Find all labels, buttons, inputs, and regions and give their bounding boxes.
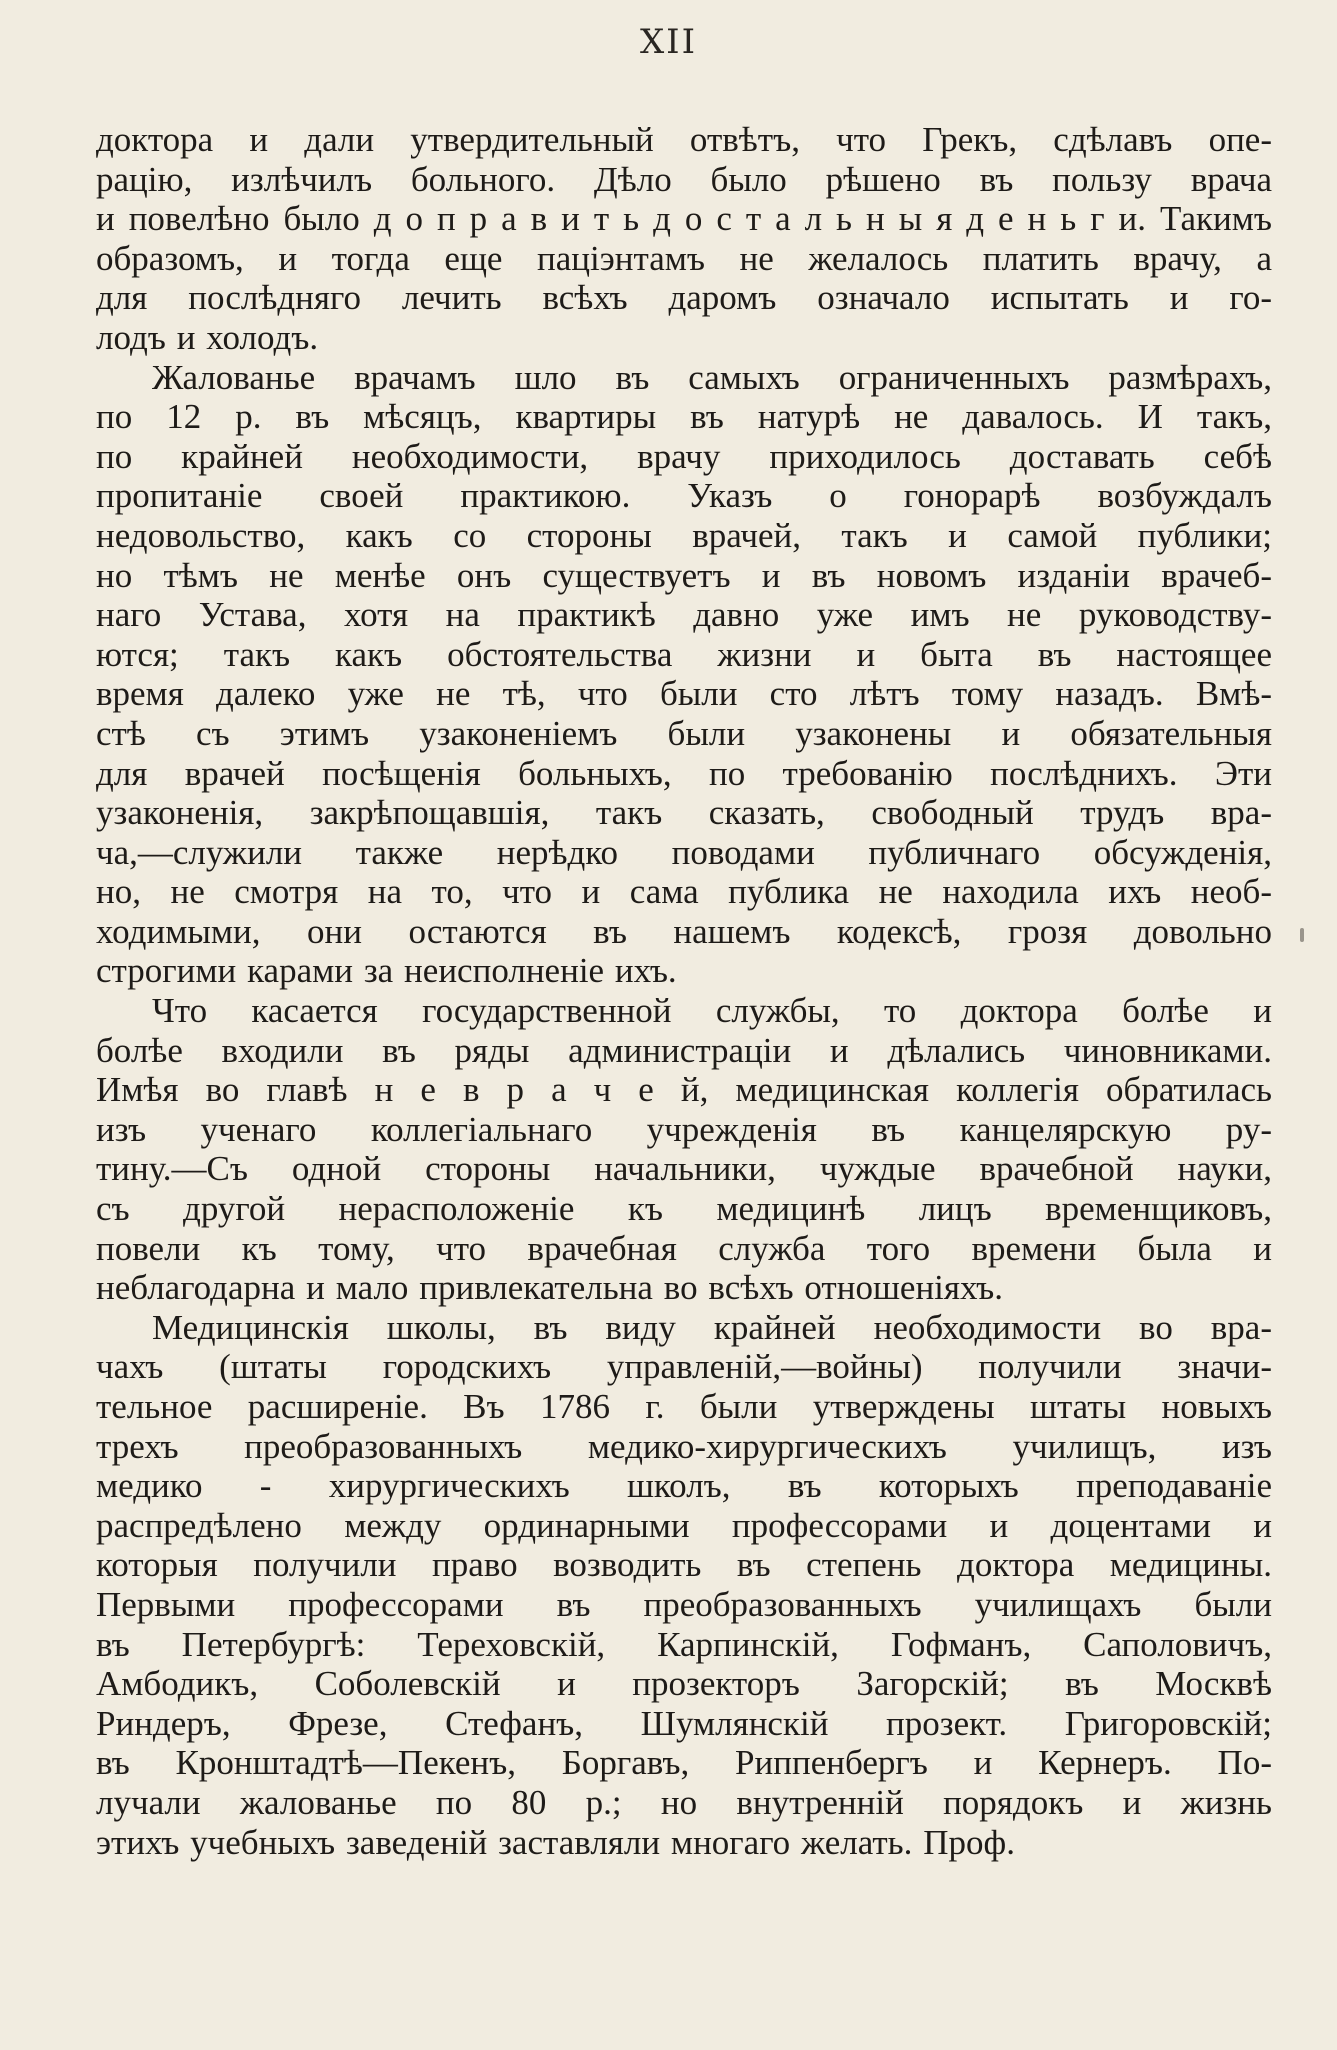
text-line: Имѣя во главѣ н е в р а ч е й, медицинская коллегія обратилась <box>96 1070 1272 1110</box>
text-line: недовольство, какъ со стороны врачей, такъ и самой публики; <box>96 515 1272 555</box>
text-line: Медицинскія школы, въ виду крайней необходимости во вра- <box>152 1307 1272 1347</box>
text-line: время далеко уже не тѣ, что были сто лѣтъ тому назадъ. Вмѣ- <box>96 674 1272 714</box>
margin-speck <box>1300 928 1304 942</box>
text-line: Амбодикъ, Соболевскій и прозекторъ Загорскій; въ Москвѣ <box>96 1664 1272 1704</box>
text-line: Жалованье врачамъ шло въ самыхъ ограниченныхъ размѣрахъ, <box>152 357 1272 397</box>
paragraph <box>96 120 1272 358</box>
text-line: этихъ учебныхъ заведеній заставляли многаго желать. Проф. <box>96 1822 1015 1862</box>
text-line: распредѣлено между ординарными профессорами и доцентами и <box>96 1505 1272 1545</box>
text-line: тину.—Съ одной стороны начальники, чуждые врачебной науки, <box>96 1149 1272 1189</box>
text-line: пропитаніе своей практикою. Указъ о гонорарѣ возбуждалъ <box>96 476 1272 516</box>
paragraph <box>96 1308 1272 1862</box>
text-line: но, не смотря на то, что и сама публика не находила ихъ необ- <box>96 872 1272 912</box>
text-line: лодъ и холодъ. <box>96 317 319 357</box>
text-line: стѣ съ этимъ узаконеніемъ были узаконены и обязательныя <box>96 713 1272 753</box>
text-line: Что касается государственной службы, то доктора болѣе и <box>152 991 1272 1031</box>
text-line: чахъ (штаты городскихъ управленій,—войны) получили значи- <box>96 1347 1272 1387</box>
text-line: тельное расширеніе. Въ 1786 г. были утверждены штаты новыхъ <box>96 1387 1272 1426</box>
text-line: ходимыми, они остаются въ нашемъ кодексѣ, грозя довольно <box>96 911 1272 951</box>
page-number: XII <box>639 22 698 62</box>
text-line: для послѣдняго лечить всѣхъ даромъ означало испытать и го- <box>96 278 1272 318</box>
text-line: Риндеръ, Фрезе, Стефанъ, Шумлянскій прозект. Григоровскій; <box>96 1703 1272 1743</box>
text-line: образомъ, и тогда еще паціэнтамъ не желалось платить врачу, а <box>96 238 1272 278</box>
text-line: узаконенія, закрѣпощавшія, такъ сказать, свободный трудъ вра- <box>96 793 1272 833</box>
text-line: строгими карами за неисполненіе ихъ. <box>96 951 677 991</box>
text-line: медико - хирургическихъ школъ, въ которыхъ преподаваніе <box>96 1466 1272 1506</box>
text-line: которыя получили право возводить въ степень доктора медицины. <box>96 1545 1272 1585</box>
text-line: доктора и дали утвердительный отвѣтъ, что Грекъ, сдѣлавъ опе- <box>96 120 1272 159</box>
body-text <box>96 120 1272 1862</box>
text-line: въ Петербургѣ: Тереховскій, Карпинскій, Гофманъ, Саполовичъ, <box>96 1624 1272 1664</box>
paragraph <box>96 991 1272 1308</box>
text-line: неблагодарна и мало привлекательна во всѣхъ отношеніяхъ. <box>96 1268 1004 1308</box>
text-line: рацію, излѣчилъ больного. Дѣло было рѣшено въ пользу врача <box>96 159 1272 199</box>
text-line: Первыми профессорами въ преобразованныхъ училищахъ были <box>96 1584 1272 1624</box>
paragraph <box>96 358 1272 992</box>
text-line: по 12 р. въ мѣсяцъ, квартиры въ натурѣ не давалось. И такъ, <box>96 397 1272 437</box>
text-line: трехъ преобразованныхъ медико-хирургическихъ училищъ, изъ <box>96 1426 1272 1466</box>
text-line: наго Устава, хотя на практикѣ давно уже имъ не руководству- <box>96 595 1272 635</box>
text-line: повели къ тому, что врачебная служба того времени была и <box>96 1228 1272 1268</box>
text-line: и повелѣно было д о п р а в и т ь д о с т а л ь н ы я д е н ь г и. Такимъ <box>96 199 1272 239</box>
text-line: изъ ученаго коллегіальнаго учрежденія въ канцелярскую ру- <box>96 1109 1272 1149</box>
text-line: ча,—служили также нерѣдко поводами публичнаго обсужденія, <box>96 832 1272 872</box>
text-line: по крайней необходимости, врачу приходилось доставать себѣ <box>96 436 1272 476</box>
text-line: съ другой нерасположеніе къ медицинѣ лицъ временщиковъ, <box>96 1189 1272 1229</box>
text-line: но тѣмъ не менѣе онъ существуетъ и въ новомъ изданіи врачеб- <box>96 555 1272 595</box>
text-line: въ Кронштадтѣ—Пекенъ, Боргавъ, Риппенбергъ и Кернеръ. По- <box>96 1743 1272 1783</box>
text-line: лучали жалованье по 80 р.; но внутренній порядокъ и жизнь <box>96 1782 1272 1822</box>
text-line: для врачей посѣщенія больныхъ, по требованію послѣднихъ. Эти <box>96 753 1272 793</box>
text-line: ются; такъ какъ обстоятельства жизни и быта въ настоящее <box>96 634 1272 674</box>
text-line: болѣе входили въ ряды администраціи и дѣлались чиновниками. <box>96 1030 1272 1070</box>
